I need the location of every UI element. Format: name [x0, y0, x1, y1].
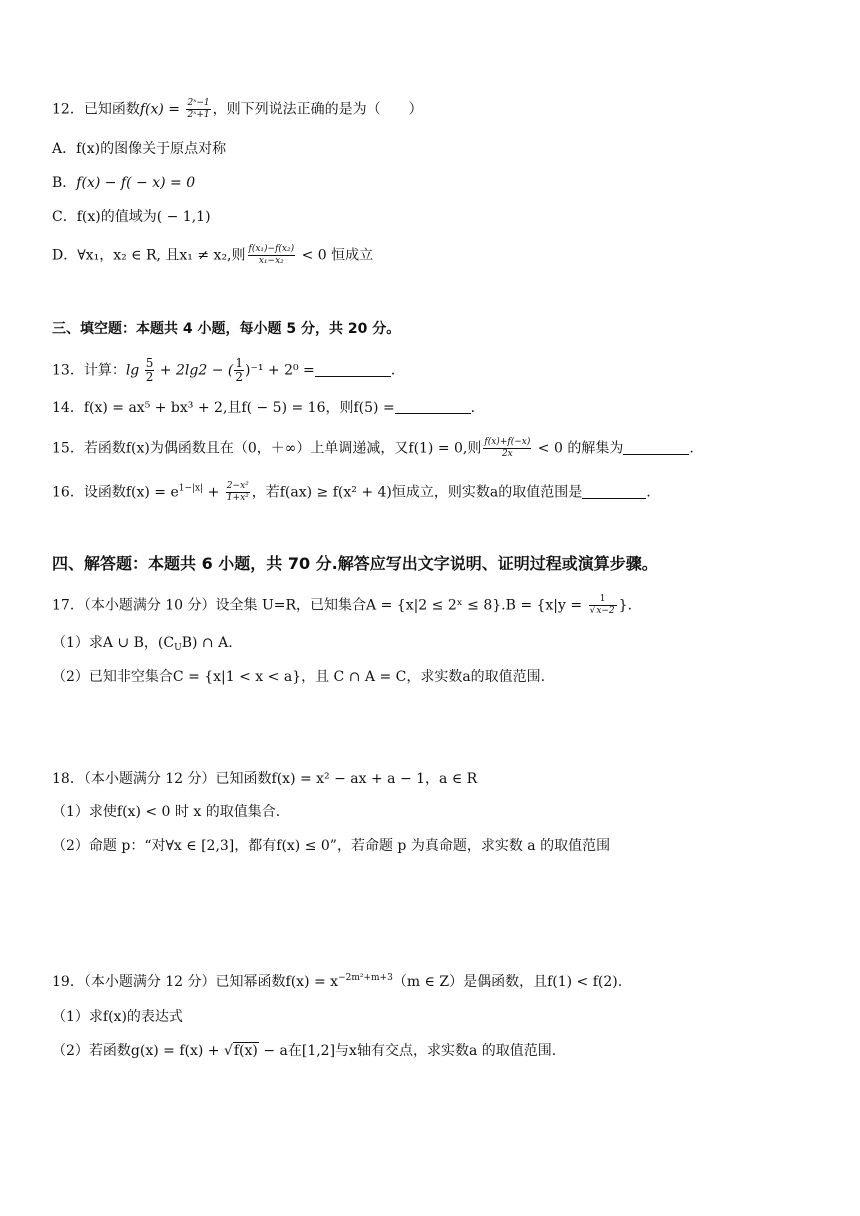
q16-num: 2−x² [226, 481, 249, 491]
q17-stem [52, 594, 632, 617]
q12-d-fraction [248, 244, 296, 267]
option-label: B． [52, 175, 77, 191]
sqrt-symbol: √ [223, 1043, 233, 1059]
q18-part1: （1）求使f(x) < 0 时 x 的取值集合. [52, 804, 281, 820]
q17-part2: （2）已知非空集合C = {x|1 < x < a}，且 C ∩ A = C，求实数a的取值范围. [52, 669, 546, 685]
q18-stem: 18．（本小题满分 12 分）已知函数f(x) = x² − ax + a − 1，a ∈ R [52, 771, 478, 787]
q12-fraction [186, 98, 210, 121]
q15-post: < 0 的解集为 [533, 440, 624, 457]
q12-suffix: ，则下列说法正确的是为（ ） [212, 101, 423, 118]
q16-post: ，若f(ax) ≥ f(x² + 4)恒成立，则实数a的取值范围是 [251, 484, 583, 501]
q19-part2 [52, 1041, 556, 1061]
option-label: D． [52, 247, 78, 264]
q19-p2-post: − a在[1,2]与x轴有交点，求实数a 的取值范围. [258, 1043, 557, 1059]
q15-fraction [483, 437, 531, 460]
q13-num: 5 [145, 356, 154, 370]
section-3-heading: 三、填空题：本题共 4 小题，每小题 5 分，共 20 分。 [52, 321, 401, 337]
q15-period: . [689, 440, 694, 457]
q16 [52, 481, 651, 504]
option-text: f(x) − f( − x) = 0 [76, 175, 196, 191]
option-text: f(x)的值域为( − 1,1) [76, 209, 211, 225]
q12-fx: f(x) = [139, 101, 185, 118]
option-label: A． [52, 141, 77, 157]
q12-stem [52, 98, 423, 121]
q13-fraction [145, 357, 155, 384]
q19-pre: 19．（本小题满分 12 分）已知幂函数f(x) = x [52, 974, 339, 990]
q12-frac-den: 2ˣ+1 [187, 110, 210, 120]
q15-num: f(x)+f(−x) [484, 437, 531, 447]
q12-option-a [52, 139, 226, 159]
q17-den-radicand: x−2 [596, 606, 615, 616]
q13-mid: + 2lg2 − ( [155, 362, 234, 379]
q19-p2-radicand: f(x) [233, 1043, 258, 1059]
q12-option-c [52, 207, 211, 227]
q17-pre: 17．（本小题满分 10 分）设全集 U=R，已知集合A = {x|2 ≤ 2ˣ ≤ 8}.B = {x|y = [52, 597, 587, 614]
q12-d-den: x₁−x₂ [258, 256, 284, 266]
q16-plus: + [203, 484, 224, 501]
answer-blank[interactable] [623, 440, 689, 455]
q12-option-b [52, 173, 195, 193]
q19-exponent: −2m²+m+3 [338, 973, 393, 983]
q17-p1: （1）求A ∪ B，(C [52, 635, 175, 651]
q13-half-den: 2 [235, 370, 243, 384]
q17-part1 [52, 633, 233, 653]
q17-den: √x−2 [589, 606, 615, 616]
q19-stem [52, 972, 622, 992]
q13-half-num: 1 [235, 356, 243, 370]
option-text-post: < 0 恒成立 [297, 247, 374, 264]
q15-pre: 15．若函数f(x)为偶函数且在（0，＋∞）上单调递减，又f(1) = 0,则 [52, 440, 482, 457]
q17-p1-end: B) ∩ A. [181, 635, 233, 651]
q12-option-d [52, 244, 373, 267]
q14 [52, 398, 475, 418]
q17-fraction [589, 594, 617, 617]
q13-half [234, 357, 244, 384]
q12-prefix: 12．已知函数 [52, 101, 140, 118]
q17-p1-sub: U [174, 643, 182, 653]
q13-den: 2 [145, 370, 154, 384]
q13-prefix: 13．计算： [52, 362, 126, 379]
answer-blank[interactable] [582, 484, 646, 499]
q13-lg: lg [125, 362, 144, 379]
q19-part1: （1）求f(x)的表达式 [52, 1009, 183, 1025]
q15 [52, 437, 694, 460]
q13-period: . [390, 362, 396, 379]
q14-text: 14．f(x) = ax⁵ + bx³ + 2,且f( − 5) = 16，则f(5) = [52, 400, 395, 416]
q19-post: （m ∈ Z）是偶函数，且f(1) < f(2). [392, 974, 623, 990]
q17-post: }. [618, 597, 633, 614]
q17-num: 1 [589, 594, 617, 606]
answer-blank[interactable] [395, 399, 471, 414]
q13 [52, 357, 395, 384]
option-text: f(x)的图像关于原点对称 [76, 141, 227, 157]
section-4-heading: 四、解答题：本题共 6 小题，共 70 分.解答应写出文字说明、证明过程或演算步骤。 [52, 554, 658, 573]
q16-exponent: 1−|x| [178, 483, 204, 494]
q18-part2: （2）命题 p：“对∀x ∈ [2,3]，都有f(x) ≤ 0”，若命题 p 为真命题，求实数 a 的取值范围 [52, 838, 611, 854]
option-text-pre: ∀x₁，x₂ ∈ R, 且x₁ ≠ x₂,则 [77, 247, 246, 264]
q13-end-expr: )⁻¹ + 2⁰ = [244, 362, 315, 379]
q15-den: 2x [501, 449, 513, 459]
q19-p2-pre: （2）若函数g(x) = f(x) + [52, 1043, 224, 1059]
q16-den: 1+x² [226, 493, 249, 503]
q16-period: . [646, 484, 651, 501]
option-label: C． [52, 209, 77, 225]
answer-blank[interactable] [315, 362, 391, 377]
q12-frac-num: 2ˣ−1 [187, 98, 210, 108]
q14-period: . [470, 400, 476, 416]
q16-fraction [226, 481, 250, 504]
q12-d-num: f(x₁)−f(x₂) [248, 244, 295, 254]
q16-pre: 16．设函数f(x) = e [52, 484, 179, 501]
